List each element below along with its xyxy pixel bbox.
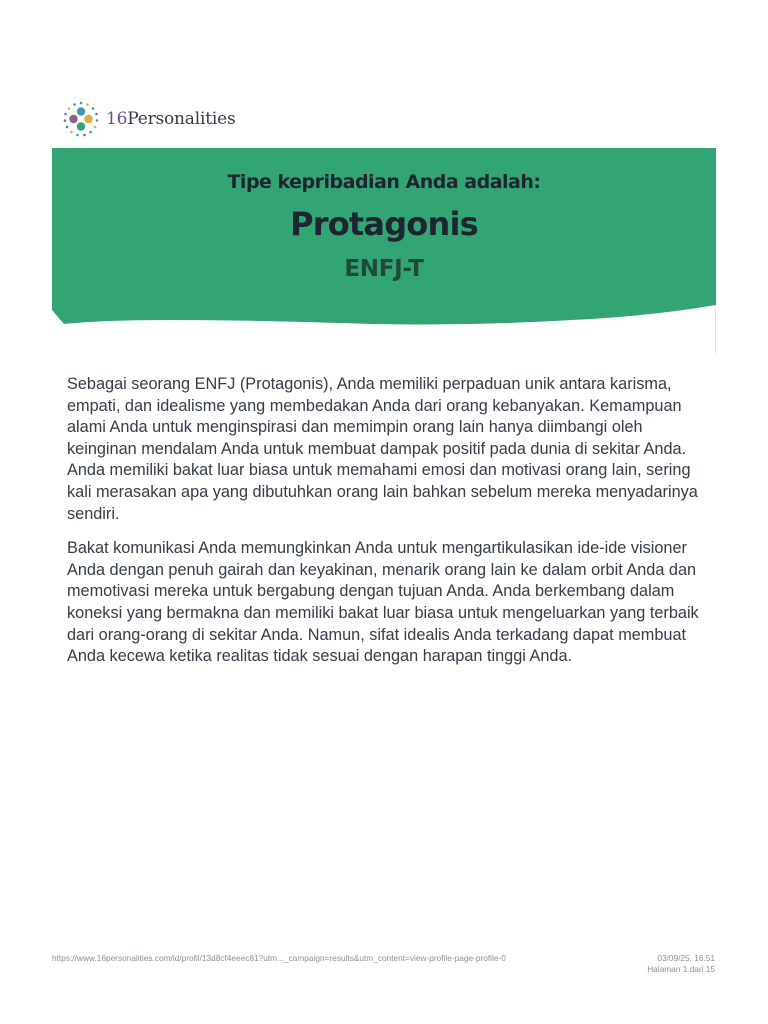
personality-type-name: Protagonis [290, 205, 478, 243]
personality-type-code: ENFJ-T [344, 256, 424, 282]
logo[interactable] [62, 100, 235, 138]
footer-url: https://www.16personalities.com/id/profil/13d8cf4eeec81?utm..._campaign=results&utm_content=view-profile-page-profile-0 [52, 953, 506, 963]
footer-datetime: 03/09/25, 16.51 [657, 953, 715, 963]
banner-intro: Tipe kepribadian Anda adalah: [227, 171, 541, 193]
footer-meta [647, 953, 715, 975]
logo-name: Personalities [127, 109, 236, 129]
logo-dots-icon [62, 100, 100, 138]
banner-edge-line [715, 308, 716, 354]
description-paragraph: Sebagai seorang ENFJ (Protagonis), Anda memiliki perpaduan unik antara karisma, empati, dan idealisme yang membedakan Anda dari orang kebanyakan. Kemampuan alami Anda untuk menginspirasi dan memimpin orang lain hanya diimbangi oleh keinginan mendalam Anda untuk membuat dampak positif pada dunia di sekitar Anda. Anda memiliki bakat luar biasa untuk memahami emosi dan motivasi orang lain, sering kali merasakan apa yang dibutuhkan orang lain bahkan sebelum mereka menyadarinya sendiri. [67, 375, 698, 523]
description-paragraph: Bakat komunikasi Anda memungkinkan Anda untuk mengartikulasikan ide-ide visioner Anda dengan penuh gairah dan keyakinan, menarik orang lain ke dalam orbit Anda dan memotivasi mereka untuk bergabung dengan tujuan Anda. Anda berkembang dalam koneksi yang bermakna dan memiliki bakat luar biasa untuk mengeluarkan yang terbaik dari orang-orang di sekitar Anda. Namun, sifat idealis Anda terkadang dapat membuat Anda kecewa ketika realitas tidak sesuai dengan harapan tinggi Anda. [67, 539, 699, 666]
personality-banner [52, 148, 716, 328]
logo-wordmark [106, 109, 235, 129]
footer-page-number: Halaman 1 dari 15 [647, 964, 715, 974]
profile-description [67, 374, 707, 681]
logo-number: 16 [106, 109, 128, 129]
